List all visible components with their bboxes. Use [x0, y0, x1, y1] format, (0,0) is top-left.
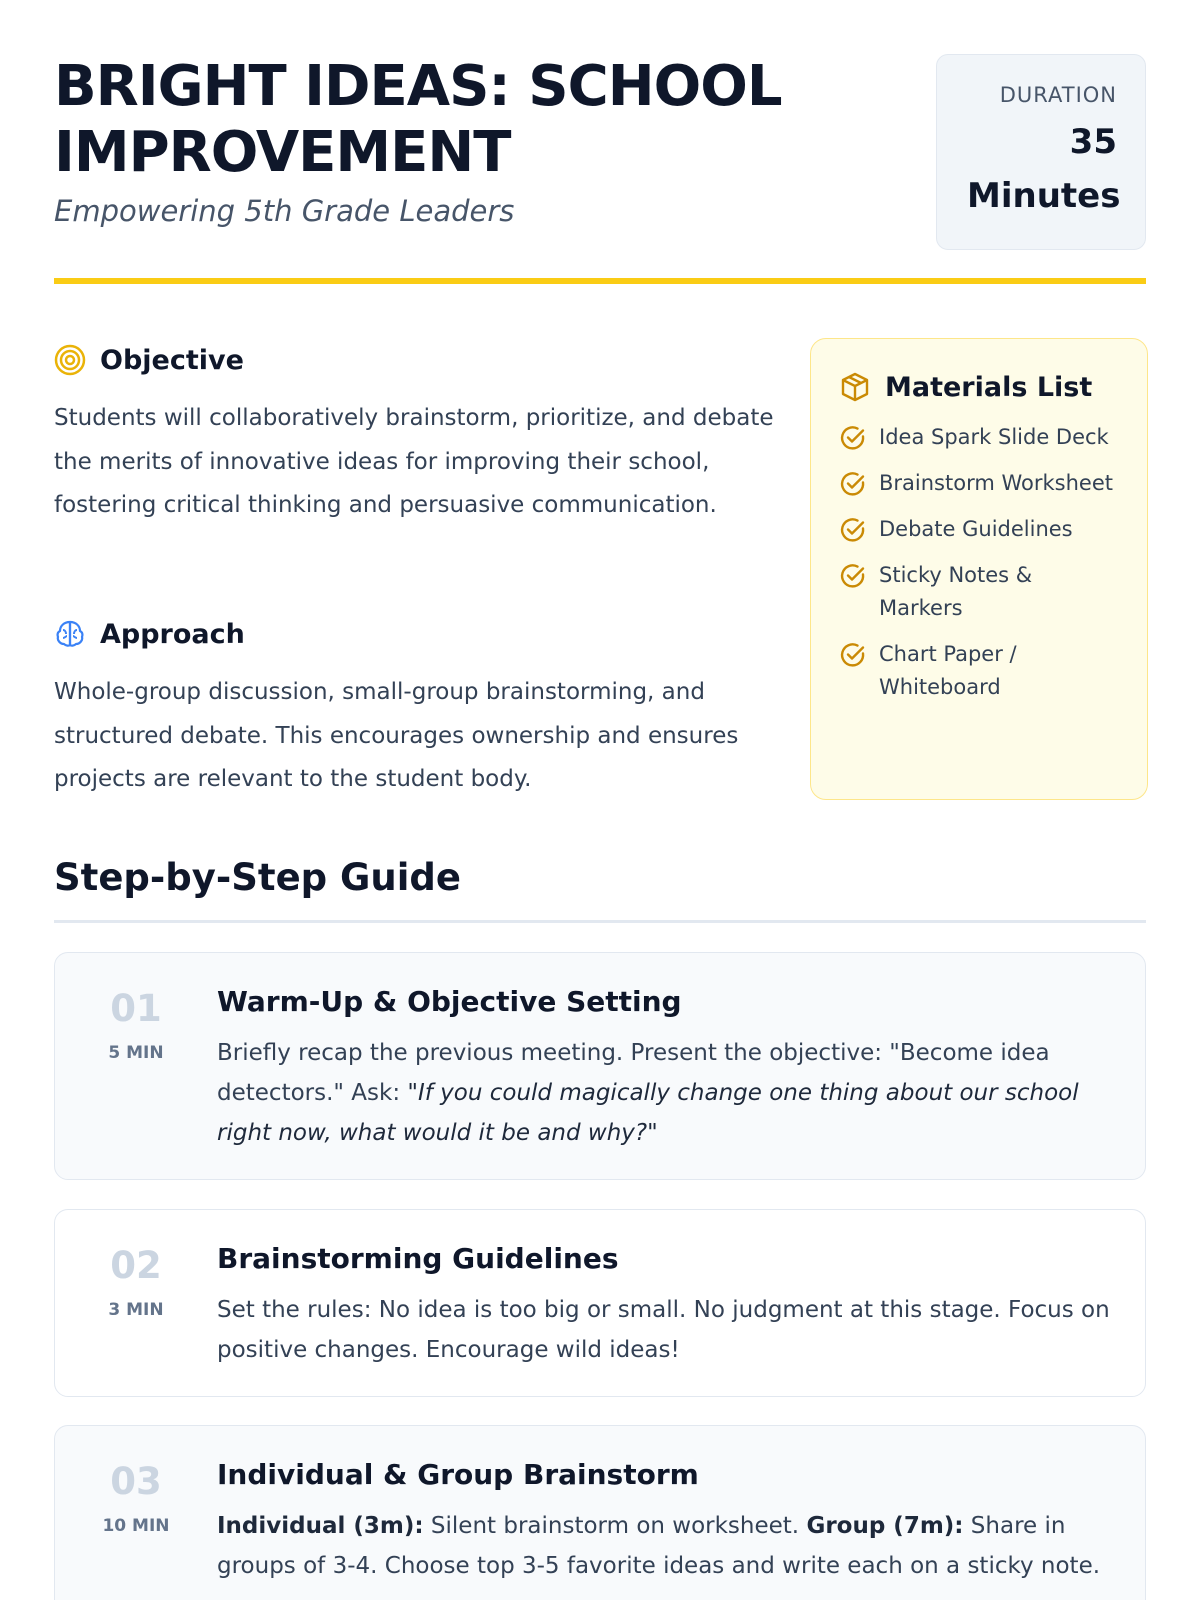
step-number: 02	[110, 1244, 162, 1287]
step-number: 01	[110, 987, 162, 1030]
check-circle-icon	[839, 562, 867, 590]
material-item	[839, 421, 1121, 454]
materials-card	[810, 338, 1148, 800]
step-description	[217, 1506, 1115, 1586]
step-quote: "If you could magically change one thing about our school right now, what would it be and why?"	[217, 1080, 1079, 1146]
step-title: Warm-Up & Objective Setting	[217, 985, 682, 1018]
step-text: Briefly recap the previous meeting. Present the objective: "Become idea detectors." Ask:	[217, 1040, 1050, 1106]
check-circle-icon	[839, 641, 867, 669]
material-label: Debate Guidelines	[879, 517, 1073, 541]
brain-icon	[54, 618, 86, 650]
step-card	[54, 1425, 1146, 1600]
material-item	[839, 513, 1121, 546]
approach-heading	[54, 618, 245, 650]
package-icon	[839, 371, 871, 403]
step-label: Individual (3m):	[217, 1513, 424, 1539]
duration-value	[937, 115, 1121, 223]
material-label: Sticky Notes & Markers	[879, 563, 1033, 620]
check-circle-icon	[839, 516, 867, 544]
page-title: BRIGHT IDEAS: SCHOOL IMPROVEMENT	[54, 54, 782, 185]
header	[54, 54, 1146, 284]
step-text: Share in groups of 3-4. Choose top 3-5 favorite ideas and write each on a sticky note.	[217, 1513, 1101, 1579]
steps-divider	[54, 920, 1146, 923]
material-item	[839, 559, 1121, 625]
objective-text: Students will collaboratively brainstorm, prioritize, and debate the merits of innovative ideas for improving their school, fostering critical thinking and persuasive communication.	[54, 405, 774, 518]
approach-text: Whole-group discussion, small-group brainstorming, and structured debate. This encourages ownership and ensures projects are relevant to the student body.	[54, 679, 739, 792]
step-text: Silent brainstorm on worksheet.	[423, 1513, 807, 1539]
step-duration: 5 MIN	[108, 1043, 164, 1063]
objective-heading	[54, 344, 244, 376]
target-icon	[54, 344, 86, 376]
duration-number: 35 Minutes	[967, 122, 1121, 216]
step-duration: 3 MIN	[108, 1300, 164, 1320]
step-label: Group (7m):	[806, 1513, 964, 1539]
step-number: 03	[110, 1460, 162, 1503]
materials-heading	[839, 371, 1121, 403]
step-description	[217, 1033, 1115, 1153]
step-description: Set the rules: No idea is too big or small. No judgment at this stage. Focus on positive changes. Encourage wild ideas!	[217, 1297, 1110, 1363]
step-title: Brainstorming Guidelines	[217, 1242, 619, 1275]
duration-label: DURATION	[999, 83, 1117, 107]
check-circle-icon	[839, 470, 867, 498]
material-label: Brainstorm Worksheet	[879, 471, 1113, 495]
material-item	[839, 467, 1121, 500]
approach-title: Approach	[100, 618, 245, 650]
material-item	[839, 638, 1121, 704]
step-title: Individual & Group Brainstorm	[217, 1458, 699, 1491]
steps-heading: Step-by-Step Guide	[54, 856, 461, 899]
step-duration: 10 MIN	[102, 1516, 170, 1536]
objective-title: Objective	[100, 344, 244, 376]
material-label: Chart Paper / Whiteboard	[879, 642, 1017, 699]
check-circle-icon	[839, 424, 867, 452]
step-card	[54, 952, 1146, 1180]
materials-title: Materials List	[885, 371, 1093, 403]
material-label: Idea Spark Slide Deck	[879, 425, 1109, 449]
step-card	[54, 1209, 1146, 1397]
duration-box	[936, 54, 1146, 250]
page-subtitle: Empowering 5th Grade Leaders	[54, 194, 515, 228]
